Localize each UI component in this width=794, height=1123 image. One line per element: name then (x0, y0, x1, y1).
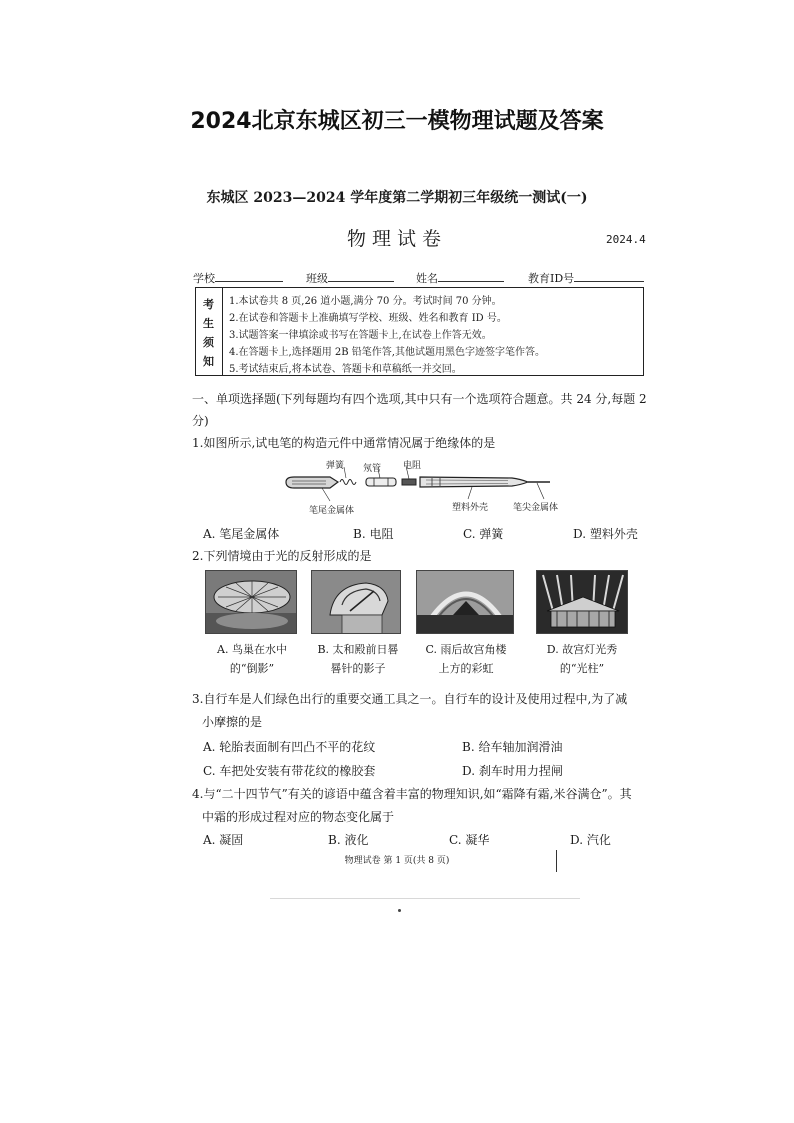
question-4-option: D. 汽化 (570, 833, 611, 847)
question-4-stem-cont: 中霜的形成过程对应的物态变化属于 (202, 810, 395, 824)
question-4-option: C. 凝华 (449, 833, 490, 847)
exam-date: 2024.4 (606, 233, 646, 246)
scan-dot (398, 909, 401, 912)
question-1-option: C. 弹簧 (463, 527, 504, 541)
label-spring: 弹簧 (326, 461, 345, 471)
photo-birds-nest-reflection (205, 570, 297, 634)
question-1-stem: 1.如图所示,试电笔的构造元件中通常情况属于绝缘体的是 (192, 436, 496, 450)
label-neon-tube: 氖管 (363, 464, 382, 474)
edu-id-label: 教育ID号 (528, 272, 575, 285)
exam-subtitle: 物理试卷 (346, 228, 447, 250)
question-2-caption-c (413, 640, 519, 678)
edu-id-field (528, 270, 644, 286)
notice-rule: 5.考试结束后,将本试卷、答题卡和草稿纸一并交回。 (229, 364, 462, 375)
name-label: 姓名 (416, 272, 438, 285)
notice-rule: 1.本试卷共 8 页,26 道小题,满分 70 分。考试时间 70 分钟。 (229, 296, 502, 307)
question-4-option: B. 液化 (328, 833, 369, 847)
question-1-option: A. 笔尾金属体 (203, 527, 280, 541)
section-heading: 一、单项选择题(下列每题均有四个选项,其中只有一个选项符合题意。共 24 分,每题 2分) (192, 392, 647, 428)
notice-side-char: 考 (203, 298, 214, 311)
label-plastic-shell: 塑料外壳 (452, 503, 489, 513)
edu-id-blank (574, 270, 644, 282)
caption-line: 晷针的影子 (330, 662, 386, 675)
question-1-option: B. 电阻 (353, 527, 394, 541)
exam-header: 东城区 2023—2024 学年度第二学期初三年级统一测试(一) (206, 190, 588, 206)
name-blank (438, 270, 504, 282)
question-3-stem-cont: 小摩擦的是 (202, 715, 263, 729)
photo-sundial-shadow (311, 570, 401, 634)
school-field (193, 270, 283, 286)
label-tail-metal: 笔尾金属体 (309, 506, 355, 516)
question-2-stem: 2.下列情境由于光的反射形成的是 (192, 549, 372, 563)
class-field (306, 270, 394, 286)
photo-light-show-pillars (536, 570, 628, 634)
notice-rule: 2.在试卷和答题卡上准确填写学校、班级、姓名和教育 ID 号。 (229, 313, 507, 324)
caption-line: 的“光柱” (559, 662, 605, 675)
question-1-option: D. 塑料外壳 (573, 527, 638, 541)
caption-line: D. 故宫灯光秀 (546, 643, 618, 656)
caption-line: 的“倒影” (229, 662, 275, 675)
notice-box (195, 287, 644, 376)
question-4-stem: 4.与“二十四节气”有关的谚语中蕴含着丰富的物理知识,如“霜降有霜,米谷满仓”。其 (192, 787, 632, 801)
question-2-caption-b (306, 640, 410, 678)
class-blank (328, 270, 394, 282)
name-field (416, 270, 504, 286)
question-3-stem: 3.自行车是人们绿色出行的重要交通工具之一。自行车的设计及使用过程中,为了减 (192, 692, 628, 706)
question-4-option: A. 凝固 (203, 833, 244, 847)
photo-rainbow-over-tower (416, 570, 514, 634)
caption-line: B. 太和殿前日晷 (317, 643, 399, 656)
document-title: 2024北京东城区初三一模物理试题及答案 (190, 109, 604, 134)
notice-side-char: 须 (203, 336, 214, 349)
label-resistor: 电阻 (403, 461, 422, 471)
notice-side-char: 生 (203, 317, 214, 330)
page-footer: 物理试卷 第 1 页(共 8 页) (344, 856, 450, 866)
class-label: 班级 (306, 272, 328, 285)
notice-rule: 3.试题答案一律填涂或书写在答题卡上,在试卷上作答无效。 (229, 330, 492, 341)
caption-line: 上方的彩虹 (438, 662, 494, 675)
caption-line: C. 雨后故宫角楼 (425, 643, 507, 656)
label-tip-metal: 笔尖金属体 (513, 503, 559, 513)
notice-side-label (196, 288, 223, 375)
scan-fold-line (270, 898, 580, 899)
question-3-option: B. 给车轴加润滑油 (462, 740, 563, 754)
question-2-caption-d (530, 640, 634, 678)
caption-line: A. 鸟巢在水中 (217, 643, 287, 656)
school-blank (215, 270, 283, 282)
notice-side-char: 知 (203, 355, 214, 368)
school-label: 学校 (193, 272, 215, 285)
notice-rule: 4.在答题卡上,选择题用 2B 铅笔作答,其他试题用黑色字迹签字笔作答。 (229, 347, 545, 358)
question-2-caption-a (200, 640, 304, 678)
question-3-option: D. 刹车时用力捏闸 (462, 764, 563, 778)
question-3-option: C. 车把处安装有带花纹的橡胶套 (203, 764, 376, 778)
question-3-option: A. 轮胎表面制有凹凸不平的花纹 (203, 740, 376, 754)
